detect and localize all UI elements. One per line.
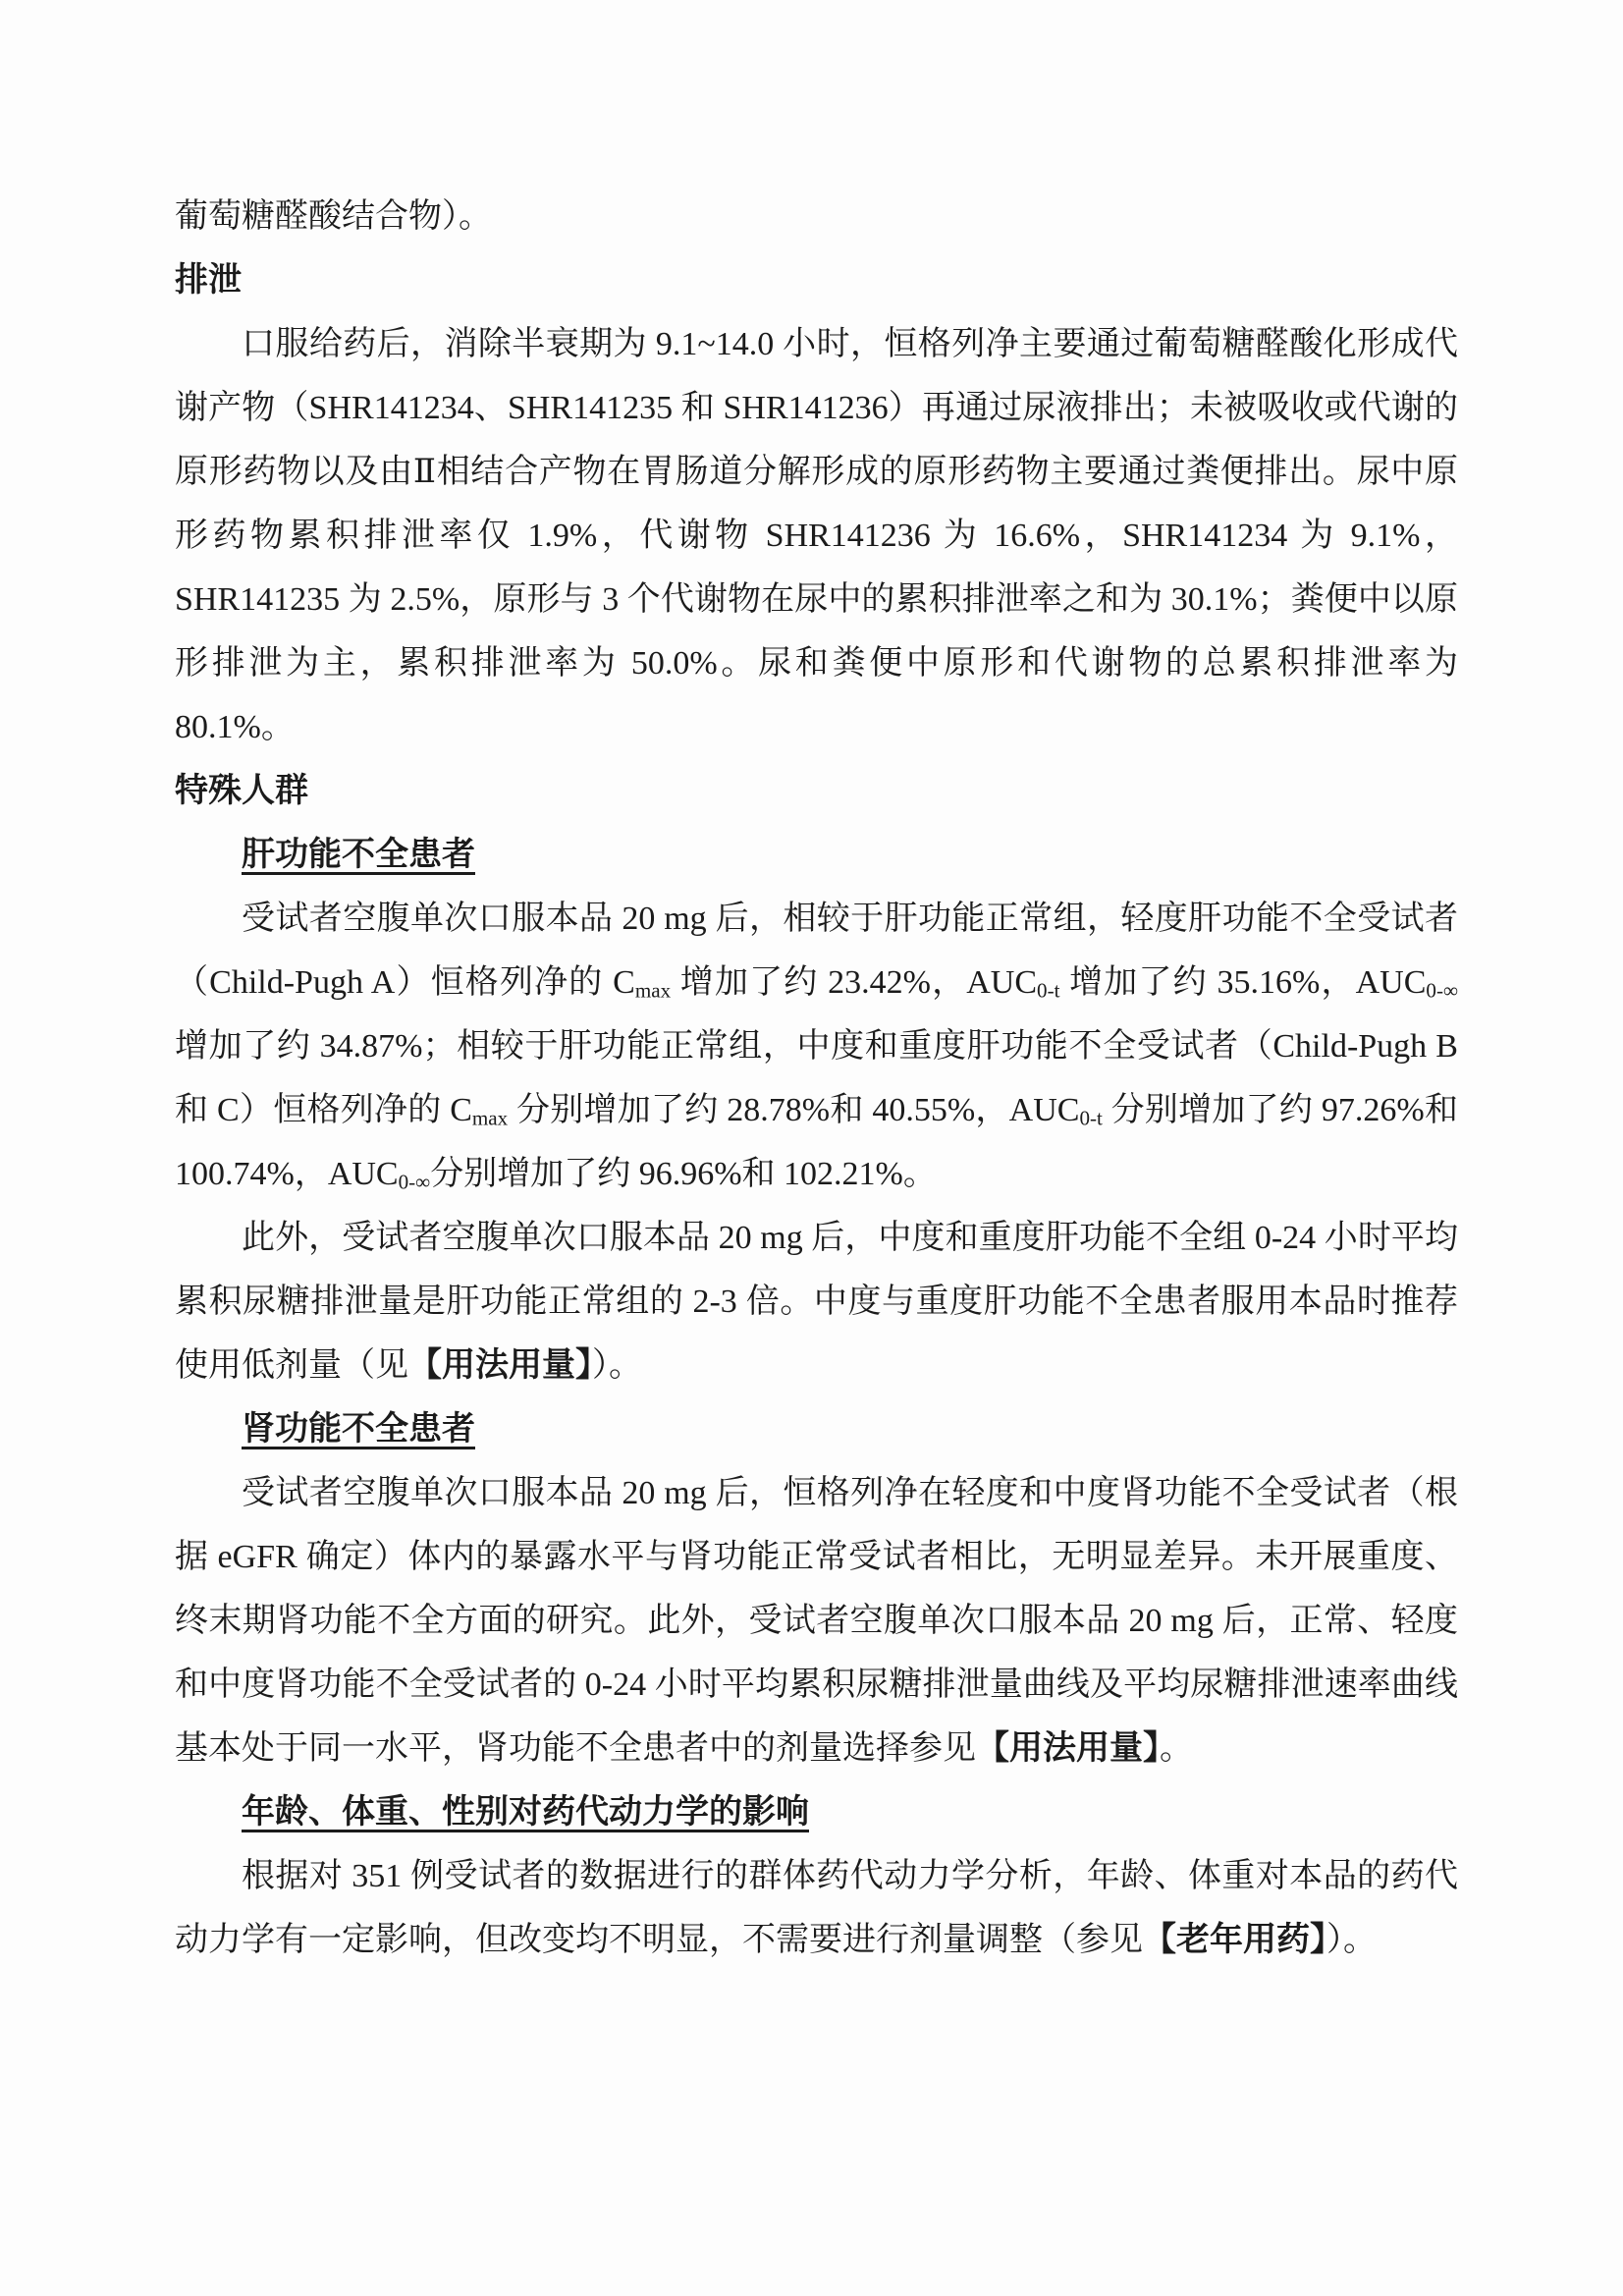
subheading-renal-impairment	[175, 1397, 1458, 1461]
para-hepatic-urinary-glucose: 此外，受试者空腹单次口服本品 20 mg 后，中度和重度肝功能不全组 0-24 小时平均累积尿糖排泄量是肝功能正常组的 2-3 倍。中度与重度肝功能不全患者服用本品时推荐使用低剂量（见【用法用量】）。	[175, 1220, 1458, 1384]
heading-excretion: 排泄	[175, 262, 242, 299]
subheading-hepatic-impairment	[175, 823, 1458, 887]
para-excretion: 口服给药后，消除半衰期为 9.1~14.0 小时，恒格列净主要通过葡萄糖醛酸化形成代谢产物（SHR141234、SHR141235 和 SHR141236）再通过尿液排出；未被吸收或代谢的原形药物以及由Ⅱ相结合产物在胃肠道分解形成的原形药物主要通过粪便排出。尿中原形药物累积排泄率仅 1.9%，代谢物 SHR141236 为 16.6%，SHR141234 为 9.1%，SHR141235 为 2.5%，原形与 3 个代谢物在尿中的累积排泄率之和为 30.1%；粪便中以原形排泄为主，累积排泄率为 50.0%。尿和粪便中原形和代谢物的总累积排泄率为 80.1%。	[175, 326, 1458, 745]
para-population-pk: 根据对 351 例受试者的数据进行的群体药代动力学分析，年龄、体重对本品的药代动力学有一定影响，但改变均不明显，不需要进行剂量调整（参见【老年用药】）。	[175, 1858, 1458, 1958]
para-hepatic-exposure: 受试者空腹单次口服本品 20 mg 后，相较于肝功能正常组，轻度肝功能不全受试者（Child-Pugh A）恒格列净的 $C_{max}$ 增加了约 23.42%，$AUC_{0-t}$ 增加了约 35.16%，$AUC_{0-\infty}$增加了约 34.87%；相较于肝功能正常组，中度和重度肝功能不全受试者（Child-Pugh B 和 C）恒格列净的 $C_{max}$ 分别增加了约 28.78%和 40.55%，$AUC_{0-t}$ 分别增加了约 97.26%和 100.74%，$AUC_{0-\infty}$分别增加了约 96.96%和 102.21%。	[175, 901, 1458, 1194]
subheading-hepatic-impairment-text: 肝功能不全患者	[242, 837, 475, 873]
para-glucuronide-continuation: 葡萄糖醛酸结合物）。	[175, 198, 492, 235]
subheading-age-weight-sex-text: 年龄、体重、性别对药代动力学的影响	[242, 1794, 809, 1831]
document-body	[175, 185, 1458, 1972]
heading-special-populations: 特殊人群	[175, 773, 308, 809]
subheading-renal-impairment-text: 肾功能不全患者	[242, 1411, 475, 1448]
para-renal-impairment: 受试者空腹单次口服本品 20 mg 后，恒格列净在轻度和中度肾功能不全受试者（根据 eGFR 确定）体内的暴露水平与肾功能正常受试者相比，无明显差异。未开展重度、终末期肾功能不全方面的研究。此外，受试者空腹单次口服本品 20 mg 后，正常、轻度和中度肾功能不全受试者的 0-24 小时平均累积尿糖排泄量曲线及平均尿糖排泄速率曲线基本处于同一水平，肾功能不全患者中的剂量选择参见【用法用量】。	[175, 1475, 1458, 1767]
subheading-age-weight-sex	[175, 1780, 1458, 1844]
